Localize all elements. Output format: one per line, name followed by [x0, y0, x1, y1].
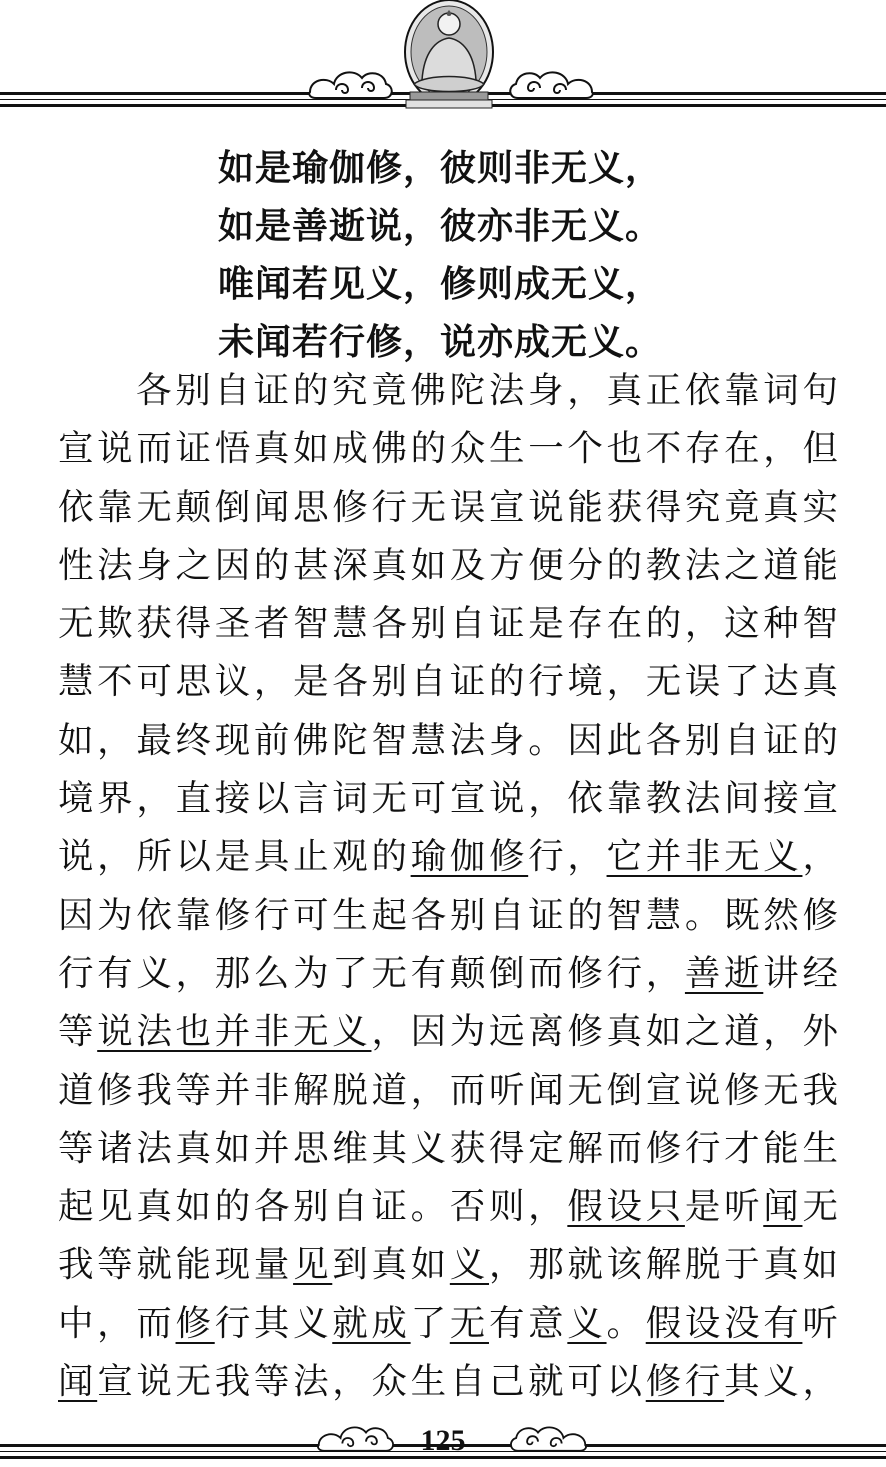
underlined-phrase: 修行 [645, 1361, 725, 1403]
text-segment: 其义， [724, 1361, 840, 1403]
text-segment: 依靠无颠倒闻思修行无误宣说能获得究竟真实 [58, 486, 840, 528]
underlined-phrase: 修 [175, 1302, 215, 1344]
verse-block [218, 140, 738, 372]
text-segment: 说，所以是具止观的 [58, 836, 411, 878]
text-segment: 无欺获得圣者智慧各别自证是存在的，这种智 [58, 603, 840, 645]
prose-line [58, 712, 840, 770]
left-cloud-icon [306, 62, 396, 106]
text-segment: 各别自证的究竟佛陀法身，真正依靠词句 [136, 370, 840, 411]
prose-line [58, 479, 840, 537]
underlined-phrase: 闻 [763, 1186, 803, 1228]
underlined-phrase: 瑜伽修 [410, 836, 529, 878]
underlined-phrase: 无 [449, 1302, 489, 1344]
verse-line: 如是善逝说，彼亦非无义。 [218, 206, 663, 247]
text-segment: 宣说无我等法，众生自己就可以 [97, 1361, 646, 1403]
text-segment: 我等就能现量 [58, 1244, 294, 1286]
text-segment: 如，最终现前佛陀智慧法身。因此各别自证的 [58, 719, 840, 761]
header-ornament [0, 0, 886, 120]
footer-ornament [0, 1408, 886, 1467]
underlined-phrase: 说法也并非无义 [97, 1011, 372, 1053]
prose-line [58, 595, 840, 653]
underlined-phrase: 假设没有 [645, 1302, 803, 1344]
text-segment: 道修我等并非解脱道，而听闻无倒宣说修无我 [58, 1069, 840, 1111]
text-segment: 性法身之因的甚深真如及方便分的教法之道能 [58, 544, 840, 586]
text-segment: 有意 [488, 1302, 568, 1344]
verse-line: 如是瑜伽修，彼则非无义， [218, 148, 663, 189]
text-segment: 听 [802, 1302, 840, 1344]
prose-line [58, 420, 840, 478]
prose-line [58, 1178, 840, 1236]
text-segment: 等诸法真如并思维其义获得定解而修行才能生 [58, 1127, 840, 1169]
commentary-text [58, 362, 840, 1411]
text-segment: 讲经 [763, 952, 840, 994]
text-segment: 起见真如的各别自证。否则， [58, 1186, 568, 1228]
underlined-phrase: 闻 [58, 1361, 98, 1403]
prose-line [58, 770, 840, 828]
right-cloud-icon [506, 62, 596, 106]
underlined-phrase: 假设只 [567, 1186, 685, 1228]
prose-line [58, 828, 840, 886]
text-segment: 中，而 [58, 1302, 176, 1344]
text-segment: ，那就该解脱于真如 [489, 1244, 840, 1286]
underlined-phrase: 义 [567, 1302, 607, 1344]
text-segment: ， [802, 836, 840, 878]
prose-line [58, 537, 840, 595]
text-segment: 行， [528, 836, 607, 878]
underlined-phrase: 善逝 [684, 952, 764, 994]
text-segment: 。 [606, 1302, 646, 1344]
text-segment: 无 [802, 1186, 840, 1228]
underlined-phrase: 义 [449, 1244, 490, 1286]
verse-line: 未闻若行修，说亦成无义。 [218, 322, 663, 363]
text-segment: 了 [410, 1302, 450, 1344]
prose-line [58, 1295, 840, 1353]
prose-line [58, 887, 840, 945]
buddha-medallion-icon [402, 0, 496, 112]
prose-line [58, 653, 840, 711]
text-segment: 因为依靠修行可生起各别自证的智慧。既然修 [58, 894, 840, 936]
prose-line [58, 1353, 840, 1411]
underlined-phrase: 就成 [332, 1302, 411, 1344]
prose-line [58, 1003, 840, 1061]
prose-line [58, 1120, 840, 1178]
prose-line [58, 1062, 840, 1120]
prose-line [58, 362, 840, 420]
text-segment: 行有义，那么为了无有颠倒而修行， [58, 952, 685, 994]
underlined-phrase: 它并非无义 [606, 836, 803, 878]
prose-line [58, 945, 840, 1003]
text-segment: ，因为远离修真如之道，外 [371, 1011, 840, 1053]
text-segment: 宣说而证悟真如成佛的众生一个也不存在，但 [58, 428, 840, 470]
text-segment: 等 [58, 1011, 98, 1053]
prose-line [58, 1236, 840, 1294]
underlined-phrase: 见 [293, 1244, 333, 1286]
text-segment: 慧不可思议，是各别自证的行境，无误了达真 [58, 661, 840, 703]
text-segment: 是听 [684, 1186, 764, 1228]
verse-line: 唯闻若见义，修则成无义， [218, 264, 663, 305]
text-segment: 境界，直接以言词无可宣说，依靠教法间接宣 [58, 778, 840, 820]
page-number: 125 [420, 1424, 466, 1457]
text-segment: 到真如 [332, 1244, 450, 1286]
text-segment: 行其义 [214, 1302, 333, 1344]
